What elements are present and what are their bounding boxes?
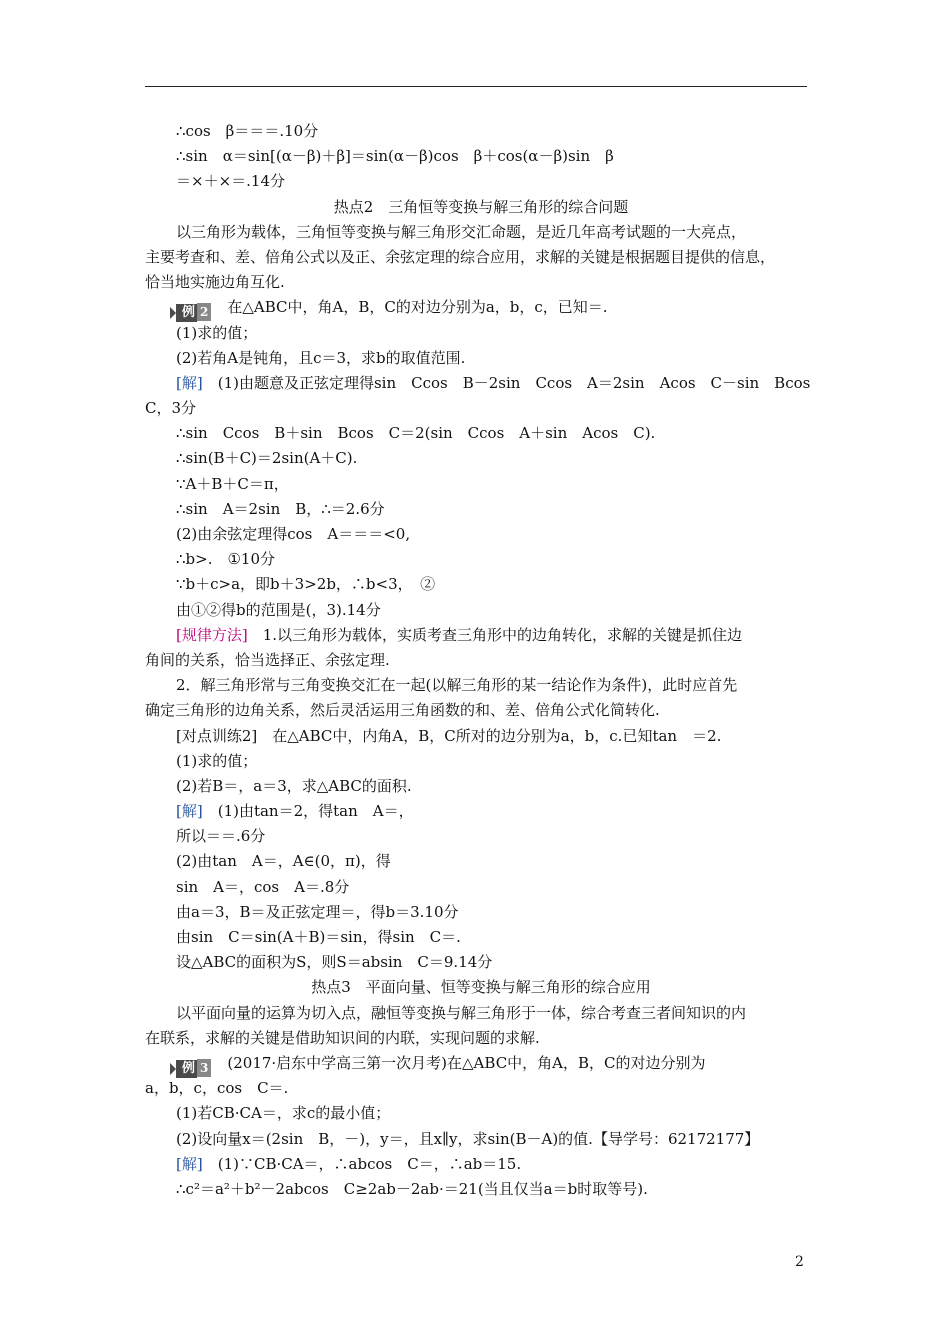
line-text: sin A＝，cos A＝.8分 [176,877,350,896]
text-line [145,295,817,320]
text-line [145,799,817,824]
line-text: 由a＝3，B＝及正弦定理＝，得b＝3.10分 [176,902,459,921]
line-text: (2)由余弦定理得cos A＝＝＝<0, [176,525,411,543]
line-text: 由①②得b的范围是(，3).14分 [176,600,381,619]
line-text: (1)∵CB·CA＝，∴abcos C＝，∴ab＝15. [202,1154,522,1173]
text-line [145,875,817,900]
line-text: 以平面向量的运算为切入点，融恒等变换与解三角形于一体，综合考查三者间知识的内 [176,1003,747,1022]
method-tag: [规律方法] [176,625,248,644]
line-text: a，b，c，cos C＝. [145,1079,289,1098]
line-text: ∴sin A＝2sin B，∴＝2.6分 [176,499,385,518]
line-text: 由sin C＝sin(A＋B)＝sin，得sin C＝. [176,928,461,946]
example-number: 3 [197,1059,211,1077]
text-line [145,1127,817,1152]
text-line [145,749,817,774]
text-line [145,774,817,799]
solution-tag: [解] [176,373,203,392]
text-line [145,220,817,245]
line-text: (2017·启东中学高三第一次月考)在△ABC中，角A，B，C的对边分别为 [227,1053,706,1072]
text-line [145,396,817,421]
line-text: ∴c²＝a²＋b²－2abcos C≥2ab－2ab·＝21(当且仅当a＝b时取等号). [176,1179,648,1198]
text-line [145,195,817,220]
example-label: 例 [176,1060,197,1078]
text-line [145,547,817,572]
text-line [145,1152,817,1177]
text-line [145,598,817,623]
text-line [145,169,817,194]
page-number: 2 [795,1254,804,1270]
line-text: (1)由tan＝2，得tan A＝， [202,802,414,821]
text-line [145,446,817,471]
text-line [145,1177,817,1202]
page-body [145,119,817,1202]
text-line [145,950,817,975]
line-text: 恰当地实施边角互化. [145,273,285,292]
line-text: 主要考查和、差、倍角公式以及正、余弦定理的综合应用，求解的关键是根据题目提供的信息， [145,247,776,266]
line-text: (1)若CB·CA＝，求c的最小值； [176,1104,391,1123]
text-line [145,849,817,874]
text-line [145,1076,817,1101]
line-text: 设△ABC的面积为S，则S＝absin C＝9.14分 [176,953,493,972]
line-text: (2)若B＝，a＝3，求△ABC的面积. [176,776,412,795]
text-line [145,698,817,723]
line-text: C，3分 [145,399,197,418]
line-text: (1)求的值； [176,323,258,342]
line-text: (2)设向量x＝(2sin B，－)，y＝，且x∥y，求sin(B－A)的值.【导学号：62172177】 [176,1129,760,1148]
text-line [145,900,817,925]
text-line [145,270,817,295]
line-text: (2)若角A是钝角，且c＝3，求b的取值范围. [176,348,466,367]
line-text: ∵A＋B＋C＝π， [176,474,289,493]
line-text: 确定三角形的边角关系，然后灵活运用三角函数的和、差、倍角公式化简转化. [145,701,660,720]
line-text: ∴b>. ①10分 [176,550,276,569]
text-line [145,673,817,698]
text-line [145,472,817,497]
line-text: (2)由tan A＝，A∈(0，π)，得 [176,852,391,871]
line-text: ∴sin Ccos B＋sin Bcos C＝2(sin Ccos A＋sin Acos C). [176,424,656,443]
header-rule [145,86,807,87]
text-line [145,975,817,1000]
text-line [145,346,817,371]
line-text: 热点2 三角恒等变换与解三角形的综合问题 [333,197,629,216]
example-number: 2 [197,303,211,321]
text-line [145,925,817,950]
line-text: ∵b＋c>a，即b＋3>2b，∴b<3， ② [176,575,436,594]
example-label: 例 [176,304,197,322]
text-line [145,144,817,169]
line-text: 1.以三角形为载体，实质考查三角形中的边角转化，求解的关键是抓住边 [247,625,743,644]
text-line [145,1001,817,1026]
line-text: (1)由题意及正弦定理得sin Ccos B－2sin Ccos A＝2sin Acos C－sin Bcos [202,373,811,392]
text-line [145,522,817,547]
text-line [145,497,817,522]
text-line [145,724,817,749]
line-text: (1)求的值； [176,751,258,770]
text-line [145,371,817,396]
line-text: 角间的关系，恰当选择正、余弦定理. [145,650,390,669]
text-line [145,1051,817,1076]
line-text: ∴sin(B＋C)＝2sin(A＋C). [176,449,358,468]
line-text: ∴cos β＝＝＝.10分 [176,122,319,140]
solution-tag: [解] [176,802,203,821]
text-line [145,421,817,446]
line-text: 热点3 平面向量、恒等变换与解三角形的综合应用 [311,978,651,997]
text-line [145,119,817,144]
text-line [145,1101,817,1126]
line-text: 在△ABC中，角A，B，C的对边分别为a，b，c，已知＝. [227,298,608,317]
text-line [145,1026,817,1051]
text-line [145,572,817,597]
text-line [145,321,817,346]
line-text: 以三角形为载体，三角恒等变换与解三角形交汇命题，是近几年高考试题的一大亮点， [176,222,747,241]
text-line [145,245,817,270]
line-text: ∴sin α＝sin[(α－β)＋β]＝sin(α－β)cos β＋cos(α－β)sin β [176,147,614,166]
line-text: 在联系，求解的关键是借助知识间的内联，实现问题的求解. [145,1028,540,1047]
example-badge [176,1055,211,1076]
line-text: 2．解三角形常与三角变换交汇在一起(以解三角形的某一结论作为条件)，此时应首先 [176,676,738,695]
line-text: ＝×＋×＝.14分 [176,172,285,191]
line-text: [对点训练2] 在△ABC中，内角A，B，C所对的边分别为a，b，c.已知tan ＝2. [176,726,722,745]
solution-tag: [解] [176,1154,203,1173]
text-line [145,648,817,673]
line-text: 所以＝＝.6分 [176,827,266,846]
example-badge [176,299,211,321]
text-line [145,824,817,849]
text-line [145,623,817,648]
